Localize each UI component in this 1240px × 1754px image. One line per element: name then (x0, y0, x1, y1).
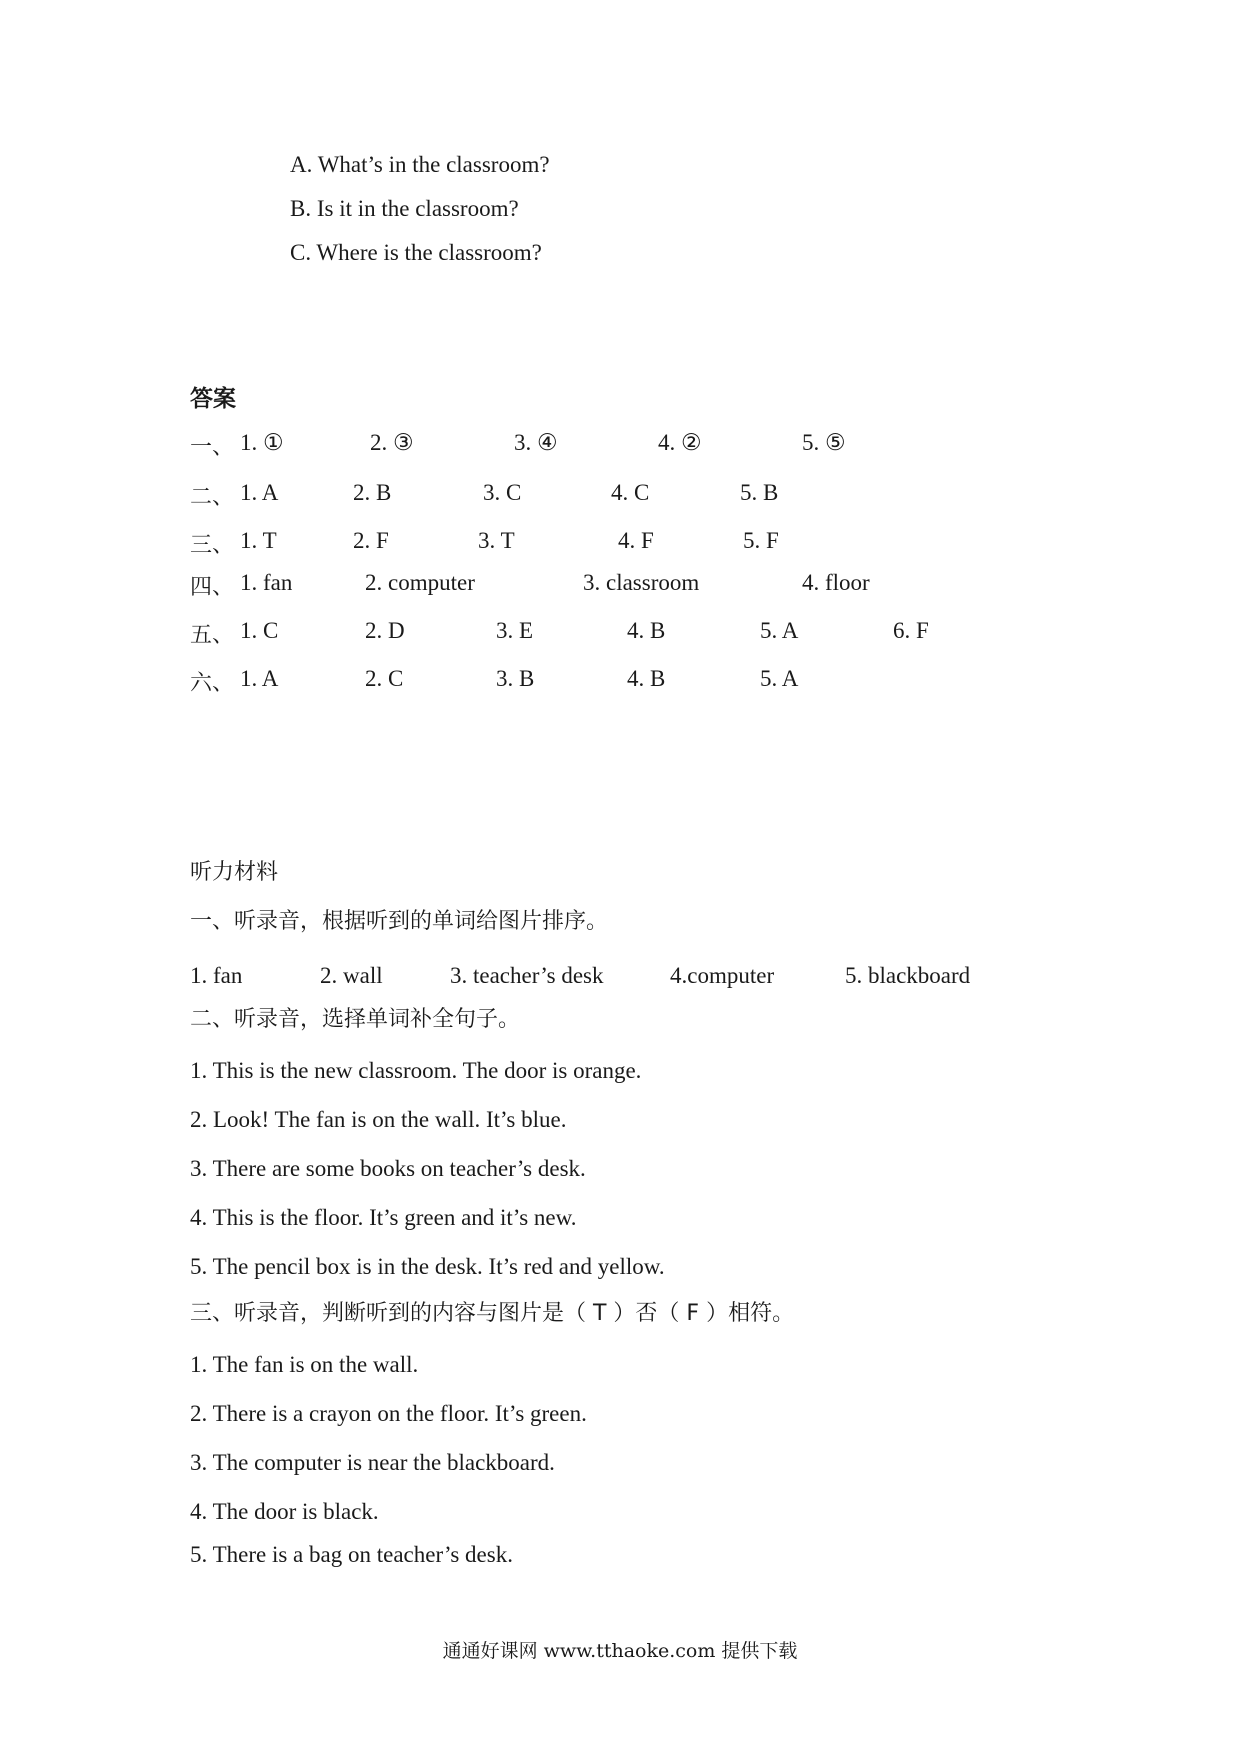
word-item: 5. blackboard (845, 963, 971, 988)
section-1-heading: 一、听录音，根据听到的单词给图片排序。 (190, 909, 609, 934)
answer-item: 5. F (743, 528, 779, 553)
answer-item: 2. computer (365, 570, 475, 595)
answer-item: 1. A (240, 666, 279, 691)
answer-item: 4. C (611, 480, 650, 505)
answer-item: 4. B (627, 666, 666, 691)
option-a: A. What’s in the classroom? (290, 152, 550, 177)
answer-row-label: 六、 (190, 671, 235, 696)
section-1-words (190, 963, 1090, 993)
section-3-sentence: 4. The door is black. (190, 1499, 379, 1524)
answer-item: 1. A (240, 480, 279, 505)
answer-item: 3. T (478, 528, 515, 553)
answer-item: 4. ② (658, 430, 702, 455)
section-2-sentence: 4. This is the floor. It’s green and it’s new. (190, 1205, 577, 1230)
page-footer: 通通好课网 www.tthaoke.com 提供下载 (442, 1640, 798, 1662)
answer-item: 5. A (760, 666, 799, 691)
answers-title: 答案 (190, 386, 236, 412)
answer-item: 3. classroom (583, 570, 700, 595)
section-2-sentence: 2. Look! The fan is on the wall. It’s blue. (190, 1107, 567, 1132)
answer-item: 1. C (240, 618, 279, 643)
answer-item: 1. fan (240, 570, 293, 595)
answer-row-label: 三、 (190, 533, 235, 558)
answer-item: 5. A (760, 618, 799, 643)
answer-item: 2. C (365, 666, 404, 691)
section-3-sentence: 3. The computer is near the blackboard. (190, 1450, 555, 1475)
section-3-sentence: 2. There is a crayon on the floor. It’s green. (190, 1401, 587, 1426)
option-b: B. Is it in the classroom? (290, 196, 519, 221)
answer-item: 2. D (365, 618, 405, 643)
section-3-sentence: 5. There is a bag on teacher’s desk. (190, 1542, 513, 1567)
answer-item: 4. floor (802, 570, 870, 595)
answer-item: 1. T (240, 528, 277, 553)
answer-item: 2. B (353, 480, 392, 505)
word-item: 4.computer (670, 963, 775, 988)
option-c: C. Where is the classroom? (290, 240, 542, 265)
answer-item: 4. B (627, 618, 666, 643)
listening-title: 听力材料 (190, 860, 279, 885)
answer-row-label: 一、 (190, 435, 235, 460)
answer-item: 1. ① (240, 430, 284, 455)
section-3-sentence: 1. The fan is on the wall. (190, 1352, 419, 1377)
answer-item: 3. E (496, 618, 534, 643)
section-2-sentence: 1. This is the new classroom. The door is orange. (190, 1058, 642, 1083)
answer-item: 6. F (893, 618, 929, 643)
answer-item: 4. F (618, 528, 654, 553)
section-2-sentence: 5. The pencil box is in the desk. It’s red and yellow. (190, 1254, 665, 1279)
section-3-heading: 三、听录音，判断听到的内容与图片是（ T ）否（ F ）相符。 (190, 1301, 795, 1326)
answer-item: 2. F (353, 528, 389, 553)
answer-item: 5. B (740, 480, 779, 505)
answer-row-label: 二、 (190, 485, 235, 510)
answer-item: 3. ④ (514, 430, 558, 455)
answer-row-label: 五、 (190, 623, 235, 648)
answer-item: 3. B (496, 666, 535, 691)
answer-item: 5. ⑤ (802, 430, 846, 455)
section-2-heading: 二、听录音，选择单词补全句子。 (190, 1007, 521, 1032)
word-item: 3. teacher’s desk (450, 963, 604, 988)
answer-item: 2. ③ (370, 430, 414, 455)
answer-item: 3. C (483, 480, 522, 505)
word-item: 2. wall (320, 963, 383, 988)
word-item: 1. fan (190, 963, 243, 988)
section-2-sentence: 3. There are some books on teacher’s desk. (190, 1156, 586, 1181)
answer-row-label: 四、 (190, 575, 235, 600)
